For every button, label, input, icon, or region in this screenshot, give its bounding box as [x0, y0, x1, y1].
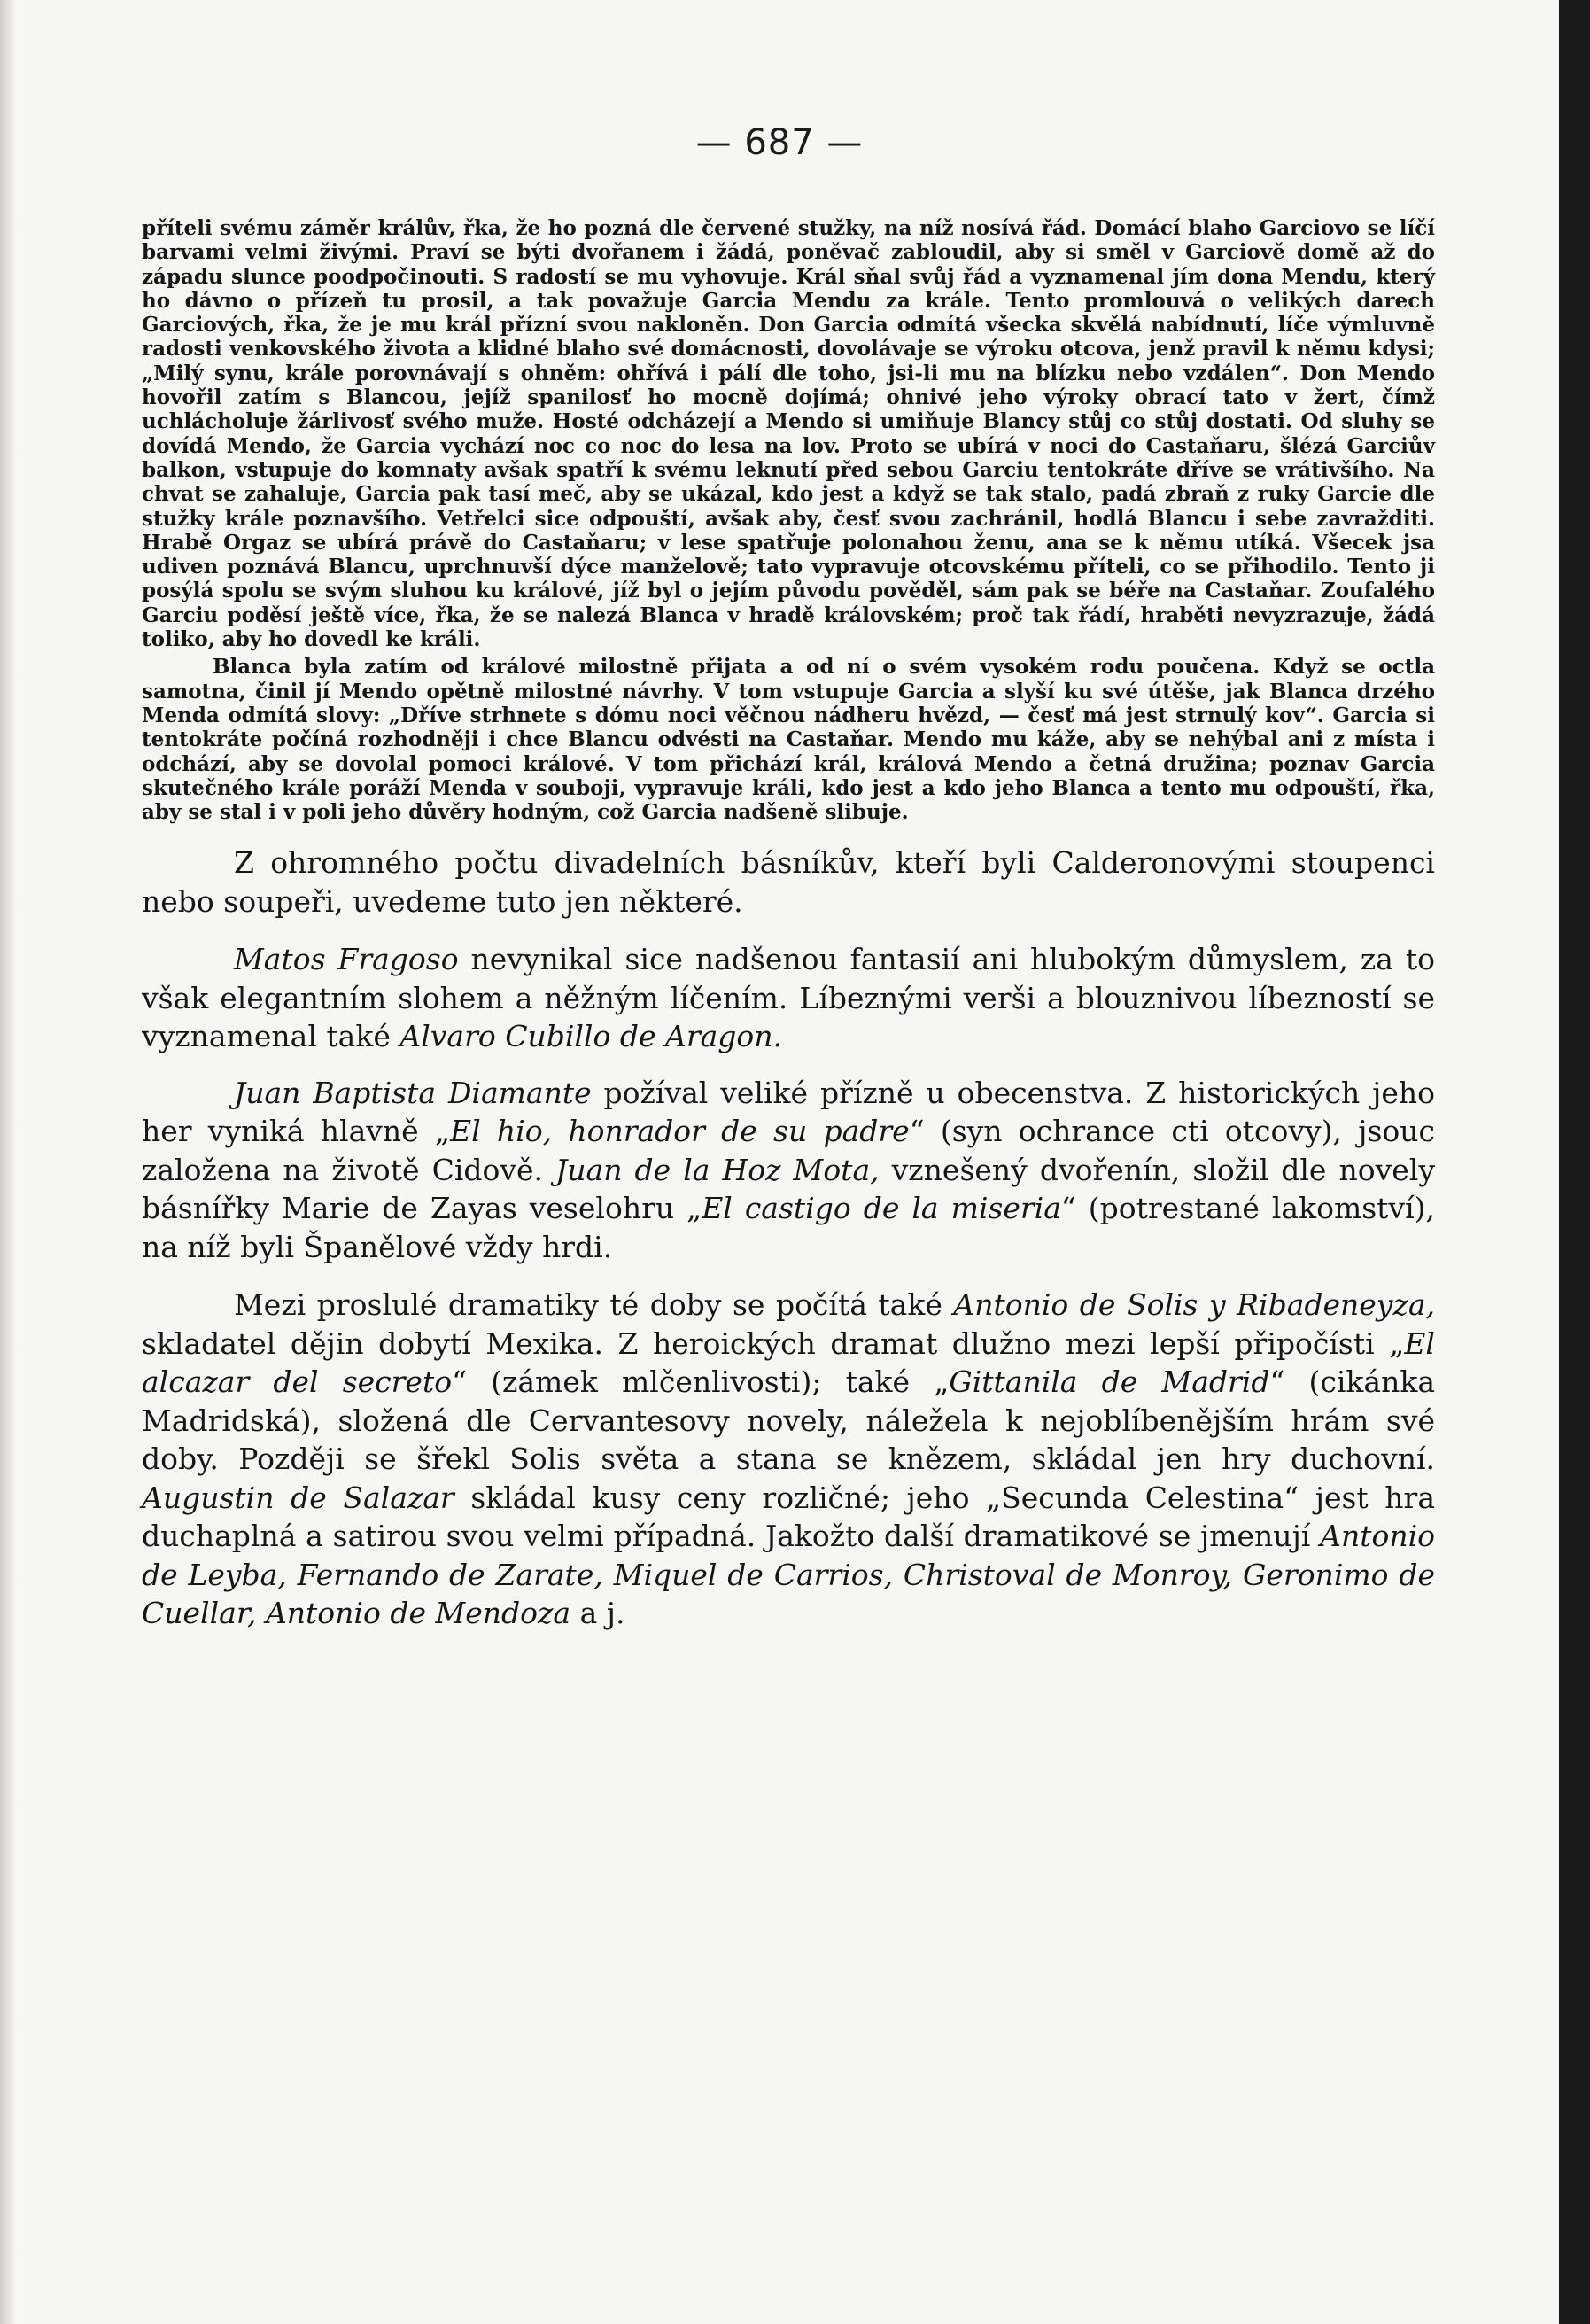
italic-name: El castigo de la miseria: [702, 1191, 1061, 1226]
scan-edge: [1559, 0, 1590, 2324]
italic-name: Juan de la Hoz Mota,: [555, 1152, 880, 1187]
italic-name: El alcazar del secreto: [142, 1325, 1435, 1400]
italic-name: Alvaro Cubillo de Aragon.: [399, 1019, 783, 1054]
text-run: “ (zámek mlčenlivosti); také „: [452, 1364, 950, 1400]
body-paragraph-1: [142, 843, 1435, 921]
italic-name: Juan Baptista Diamante: [234, 1075, 592, 1110]
italic-name: Augustin de Salazar: [142, 1480, 454, 1515]
page-text: [142, 216, 1435, 1633]
text-run: skládal kusy ceny rozličné; jeho „Secunda Celestina“ jest hra duchaplná a satirou svou velmi případná. Jakožto další dramatikové se jmenují: [142, 1480, 1435, 1554]
text-run: a j.: [570, 1596, 625, 1631]
italic-name: Antonio de Leyba, Fernando de Zarate, Miquel de Carrios, Christoval de Monroy, Geronimo de Cuellar, Antonio de Mendoza: [142, 1519, 1435, 1631]
body-paragraph-2: [142, 940, 1435, 1056]
text-run: nevynikal sice nadšenou fantasií ani hlubokým důmyslem, za to však elegantním slohem a něžným líčením. Líbeznými verši a blouznivou líbezností se vyznamenal také: [142, 942, 1435, 1054]
page-number: — 687 —: [695, 122, 864, 163]
italic-name: Gittanila de Madrid: [949, 1364, 1270, 1400]
summary-paragraph-2: Blanca byla zatím od králové milostně přijata a od ní o svém vysokém rodu poučena. Když se octla samotna, činil jí Mendo opětně milostné návrhy. V tom vstupuje Garcia a slyší ku své útěše, jak Blanca drzého Menda odmítá slovy: „Dříve strhnete s dómu noci věčnou nádheru hvězd, — česť má jest strnulý kov“. Garcia si tentokráte počíná rozhodněji i chce Blancu odvésti na Castaňar. Mendo mu káže, aby se nehýbal ani z místa i odchází, aby se dovolal pomoci králové. V tom přichází král, králová Mendo a četná družina; poznav Garcia skutečného krále poráží Menda v souboji, vypravuje králi, kdo jest a kdo jeho Blanca a tento mu odpouští, řka, aby se stal i v poli jeho důvěry hodným, což Garcia nadšeně slibuje.: [142, 655, 1435, 825]
italic-name: Antonio de Solis y Ribadeneyza,: [953, 1287, 1435, 1323]
text-run: požíval veliké přízně u obecenstva. Z historických jeho her vyniká hlavně „: [142, 1075, 1435, 1149]
text-run: Z ohromného počtu divadelních básníkův, kteří byli Calderonovými stoupenci nebo soupeři, uvedeme tuto jen některé.: [142, 845, 1435, 919]
body-paragraph-4: [142, 1286, 1435, 1633]
summary-paragraph-1: příteli svému záměr králův, řka, že ho pozná dle červené stužky, na níž nosívá řád. Domácí blaho Garciovo se líčí barvami velmi živými. Praví se býti dvořanem i žádá, poněvač zabloudil, aby si směl v Garciově domě až do západu slunce poodpočinouti. S radostí se mu vyhovuje. Král sňal svůj řád a vyznamenal jím dona Mendu, který ho dávno o přízeň tu prosil, a tak považuje Garcia Mendu za krále. Tento promlouvá o velikých darech Garciových, řka, že je mu král přízní svou nakloněn. Don Garcia odmítá všecka skvělá nabídnutí, líče výmluvně radosti venkovského života a klidné blaho své domácnosti, dovolávaje se výroku otcova, jenž pravil k němu kdysi; „Milý synu, krále porovnávají s ohněm: ohřívá i pálí dle toho, jsi-li mu na blízku nebo vzdálen“. Don Mendo hovořil zatím s Blancou, jejíž spanilosť ho mocně dojímá; ohnivé jeho výroky obrací tato v žert, čímž uchlácholuje žárlivosť svého muže. Hosté odcházejí a Mendo si umiňuje Blancy stůj co stůj dostati. Od sluhy se dovídá Mendo, že Garcia vychází noc co noc do lesa na lov. Proto se ubírá v noci do Castaňaru, šlézá Garciův balkon, vstupuje do komnaty avšak spatří k svému leknutí před sebou Garciu tentokráte dříve se vrátivšího. Na chvat se zahaluje, Garcia pak tasí meč, aby se ukázal, kdo jest a když se tak stalo, padá zbraň z ruky Garcie dle stužky krále poznavšího. Vetřelci sice odpouští, avšak aby, česť svou zachránil, hodlá Blancu i sebe zavražditi. Hrabě Orgaz se ubírá právě do Castaňaru; v lese spatřuje polonahou ženu, ana se k němu utíká. Všecek jsa udiven poznává Blancu, uprchnuvší dýce manželově; tato vypravuje otcovskému příteli, co se přihodilo. Tento ji posýlá spolu se svým sluhou ku králové, jíž byl o jejím původu pověděl, sám pak se béře na Castaňar. Zoufalého Garciu poděsí ještě více, řka, že se nalezá Blanca v hradě královském; proč tak řádí, hraběti nevyzrazuje, žádá toliko, aby ho dovedl ke králi.: [142, 216, 1435, 652]
italic-name: Matos Fragoso: [234, 942, 459, 977]
italic-name: El hio, honrador de su padre: [450, 1114, 910, 1149]
text-run: “ (syn ochrance cti otcovy), jsouc založena na životě Cidově.: [142, 1114, 1436, 1187]
body-paragraph-3: [142, 1074, 1435, 1267]
text-run: “ (potrestané lakomství), na níž byli Španělové vždy hrdi.: [142, 1191, 1435, 1264]
text-run: vznešený dvořenín, složil dle novely básnířky Marie de Zayas veselohru „: [142, 1152, 1435, 1226]
text-run: skladatel dějin dobytí Mexika. Z heroických dramat dlužno mezi lepší připočísti „: [142, 1325, 1405, 1361]
text-run: Mezi proslulé dramatiky té doby se počítá také: [234, 1287, 954, 1323]
page-gutter-shadow: [0, 0, 16, 2324]
text-run: “ (cikánka Madridská), složená dle Cervantesovy novely, náležela k nejoblíbenějším hrám své doby. Později se šřekl Solis světa a stana se knězem, skládal jen hry duchovní.: [142, 1364, 1435, 1477]
